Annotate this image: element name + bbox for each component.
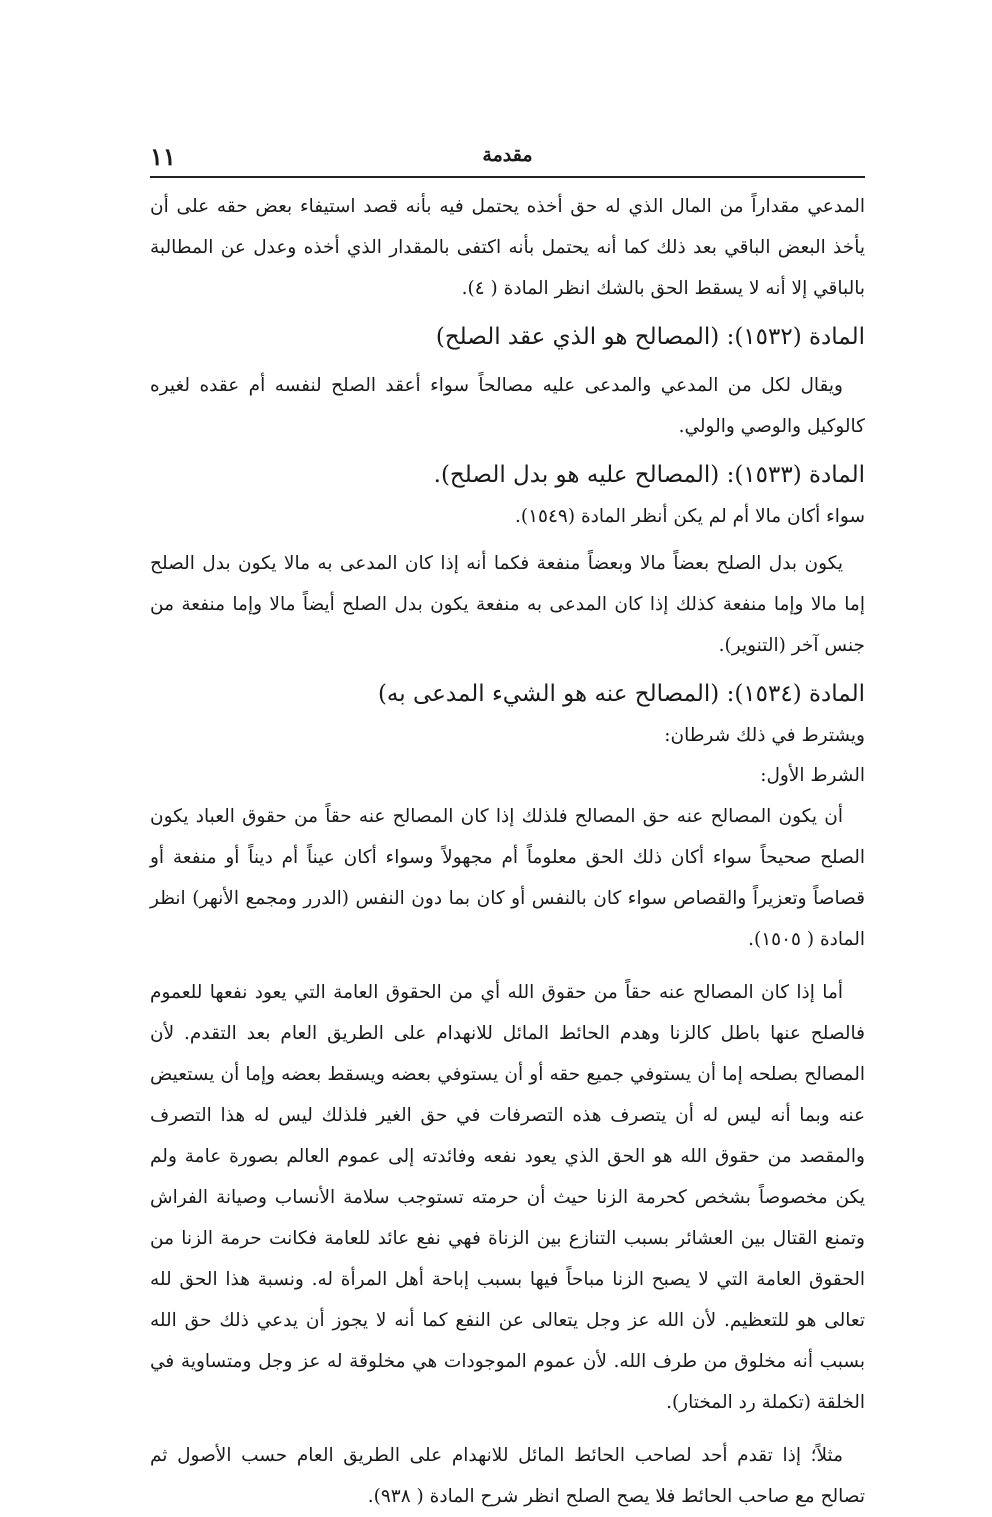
article-heading-1532: المادة (١٥٣٢): (المصالح هو الذي عقد الصلح) <box>435 324 865 350</box>
running-title: مقدمة <box>482 144 533 166</box>
paragraph-public-rights: أما إذا كان المصالح عنه حقاً من حقوق الله أي من الحقوق العامة التي يعود نفعها للعموم فالصلح عنها باطل كالزنا وهدم الحائط المائل للانهدام على الطريق العام بعد التقدم. لأن المصالح بصلحه إما أن يستوفي جميع حقه أو أن يستوفي بعضه ويسقط بعضه وإما أن يستعيض عنه وبما أنه ليس له أن يتصرف هذه التصرفات في حق الغير فلذلك ليس له هذا التصرف والمقصد من حقوق الله هو الحق الذي يعود نفعه وفائدته إلى عموم العالم بصورة عامة ولم يكن مخصوصاً بشخص كحرمة الزنا حيث أن حرمته تستوجب سلامة الأنساب وصيانة الفراش وتمنع القتال بين العشائر بسبب التنازع بين الزناة فهي نفع عائد للعامة فكانت حرمة الزنا من الحقوق العامة التي لا يصبح الزنا مباحاً فيها بسبب إباحة أهل المرأة له. ونسبة هذا الحق لله تعالى هو للتعظيم. لأن الله عز وجل يتعالى عن النفع كما أنه لا يجوز أن يدعي ذلك حق الله بسبب أنه مخلوق من طرف الله. لأن عموم الموجودات هي مخلوقة له عز وجل ومتساوية في الخلقة (تكملة رد المختار). <box>150 982 865 1413</box>
article-heading-1534: المادة (١٥٣٤): (المصالح عنه هو الشيء المدعى به) <box>377 681 865 707</box>
paragraph-example: مثلاً؛ إذا تقدم أحد لصاحب الحائط المائل للانهدام على الطريق العام حسب الأصول ثم تصالح مع صاحب الحائط فلا يصح الصلح انظر شرح المادة ( ٩٣٨). <box>150 1445 865 1507</box>
paragraph-1533: يكون بدل الصلح بعضاً مالا وبعضاً منفعة فكما أنه إذا كان المدعى به مالا يكون بدل الصلح إما مالا وإما منفعة كذلك إذا كان المدعى به منفعة يكون بدل الصلح أيضاً مالا وإما منفعة من جنس آخر (التنوير). <box>150 553 865 656</box>
paragraph-first-condition: أن يكون المصالح عنه حق المصالح فلذلك إذا كان المصالح عنه حقاً من حقوق العباد يكون الصلح صحيحاً سواء أكان ذلك الحق معلوماً أم مجهولاً وسواء أكان عيناً أم ديناً أو منفعة أو قصاصاً وتعزيراً والقصاص سواء كان بالنفس أو كان بما دون النفس (الدرر ومجمع الأنهر) انظر المادة ( ١٥٠٥). <box>150 806 865 950</box>
first-condition-label: الشرط الأول: <box>760 765 865 786</box>
page-content <box>150 186 865 1517</box>
article-heading-1533: المادة (١٥٣٣): (المصالح عليه هو بدل الصلح). <box>433 462 865 488</box>
book-page <box>150 140 865 1517</box>
conditions-intro: ويشترط في ذلك شرطان: <box>664 725 865 746</box>
paragraph-1532: ويقال لكل من المدعي والمدعى عليه مصالحاً سواء أعقد الصلح لنفسه أم عقده لغيره كالوكيل والوصي والولي. <box>150 375 865 437</box>
article-note-1533: سواء أكان مالا أم لم يكن أنظر المادة (١٥٤٩). <box>515 506 865 527</box>
page-number: ١١ <box>150 142 176 171</box>
running-header <box>150 140 865 178</box>
paragraph-continuation: المدعي مقداراً من المال الذي له حق أخذه يحتمل فيه بأنه قصد استيفاء بعض حقه على أن يأخذ البعض الباقي بعد ذلك كما أنه يحتمل بأنه اكتفى بالمقدار الذي أخذه وعدل عن المطالبة بالباقي إلا أنه لا يسقط الحق بالشك انظر المادة ( ٤). <box>150 196 865 299</box>
